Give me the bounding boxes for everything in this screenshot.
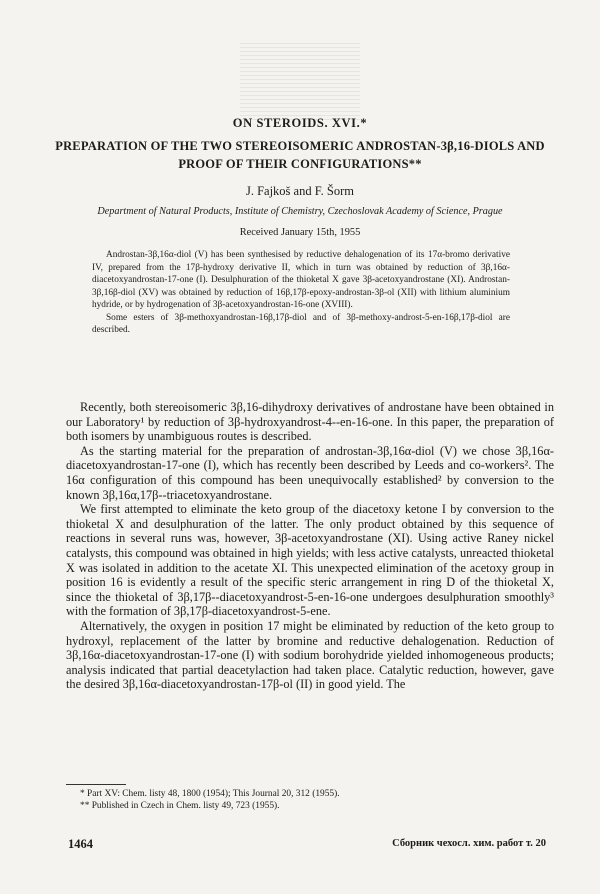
abstract xyxy=(92,249,510,337)
journal-name: Сборник чехосл. хим. работ т. 20 xyxy=(392,838,546,849)
body-paragraph: Alternatively, the oxygen in position 17 might be eliminated by reduction of the keto group to hydroxyl, replacement of the latter by bromine and reductive dehalogenation. Reduction of 3β,16α-diacetoxyandrostan-17-one (I) with sodium borohydride yielded inhomogeneous products; analysis indicated that partial deacetylaction had taken place. Catalytic reduction, however, gave the desired 3β,16α-diacetoxyandrostan-17β-ol (II) in good yield. The xyxy=(66,618,554,692)
abstract-paragraph: Androstan-3β,16α-diol (V) has been synthesised by reductive dehalogenation of its 17α-bromo derivative IV, prepared from the 17β-hydroxy derivative II, which in turn was obtained by reduction of 3β,16α-diacetoxyandrostan-17-one (I). Desulphuration of the thioketal X gave 3β-acetoxyandrostane (XI). Androstan-3β,16β-diol (XV) was obtained by reduction of 16β,17β-epoxy-androstan-3β-ol (XII) with lithium aluminium hydride, or by hydrogenation of 3β-acetoxyandrostan-16-one (XVIII). xyxy=(92,250,510,310)
series-title: ON STEROIDS. XVI.* xyxy=(232,116,368,130)
body-paragraph: We first attempted to eliminate the keto group of the diacetoxy ketone I by conversion to the thioketal X and desulphuration of the latter. The only product obtained by this sequence of reactions in several runs was, however, 3β-acetoxyandrostane (XI). Using active Raney nickel catalysts, this compound was obtained in high yields; with less active catalysts, unreacted thioketal X was isolated in addition to the acetate XI. This unexpected elimination of the acetoxy group in position 16 is evidently a result of the specific steric arrangement in ring D of the thioketal X, since the thioketal of 3β,17β--diacetoxyandrost-5-en-16-one undergoes desulphuration smoothly³ with the formation of 3β,17β-diacetoxyandrost-5-ene. xyxy=(66,502,554,619)
footnotes xyxy=(80,788,550,812)
received-date: Received January 15th, 1955 xyxy=(239,227,361,238)
show-through-text xyxy=(240,40,360,120)
footnote: ** Published in Czech in Chem. listy 49, 723 (1955). xyxy=(80,801,280,811)
page-number: 1464 xyxy=(68,837,93,851)
body-text xyxy=(66,400,554,692)
footnote-divider xyxy=(66,784,126,785)
affiliation: Department of Natural Products, Institute of Chemistry, Czechoslovak Academy of Science, Prague xyxy=(97,206,503,217)
body-paragraph: As the starting material for the preparation of androstan-3β,16α-diol (V) we chose 3β,16α-diacetoxyandrostan-17-one (I), which has recently been described by Leeds and co-workers². The 16α configuration of this compound has been unequivocally established² by conversion to the known 3β,16α,17β--triacetoxyandrostane. xyxy=(66,443,554,502)
body-paragraph: Recently, both stereoisomeric 3β,16-dihydroxy derivatives of androstane have been obtained in our Laboratory¹ by reduction of 3β-hydroxyandrost-4--en-16-one. In this paper, the preparation of both isomers by unambiguous routes is described. xyxy=(66,400,554,444)
authors: J. Fajkoš and F. Šorm xyxy=(245,184,355,198)
abstract-paragraph: Some esters of 3β-methoxyandrostan-16β,17β-diol and of 3β-methoxy-androst-5-en-16β,17β-diol are described. xyxy=(92,312,510,335)
footnote: * Part XV: Chem. listy 48, 1800 (1954); This Journal 20, 312 (1955). xyxy=(80,789,340,799)
paper-title: PREPARATION OF THE TWO STEREOISOMERIC ANDROSTAN-3β,16-DIOLS AND PROOF OF THEIR CONFIGURATIONS** xyxy=(55,139,545,171)
